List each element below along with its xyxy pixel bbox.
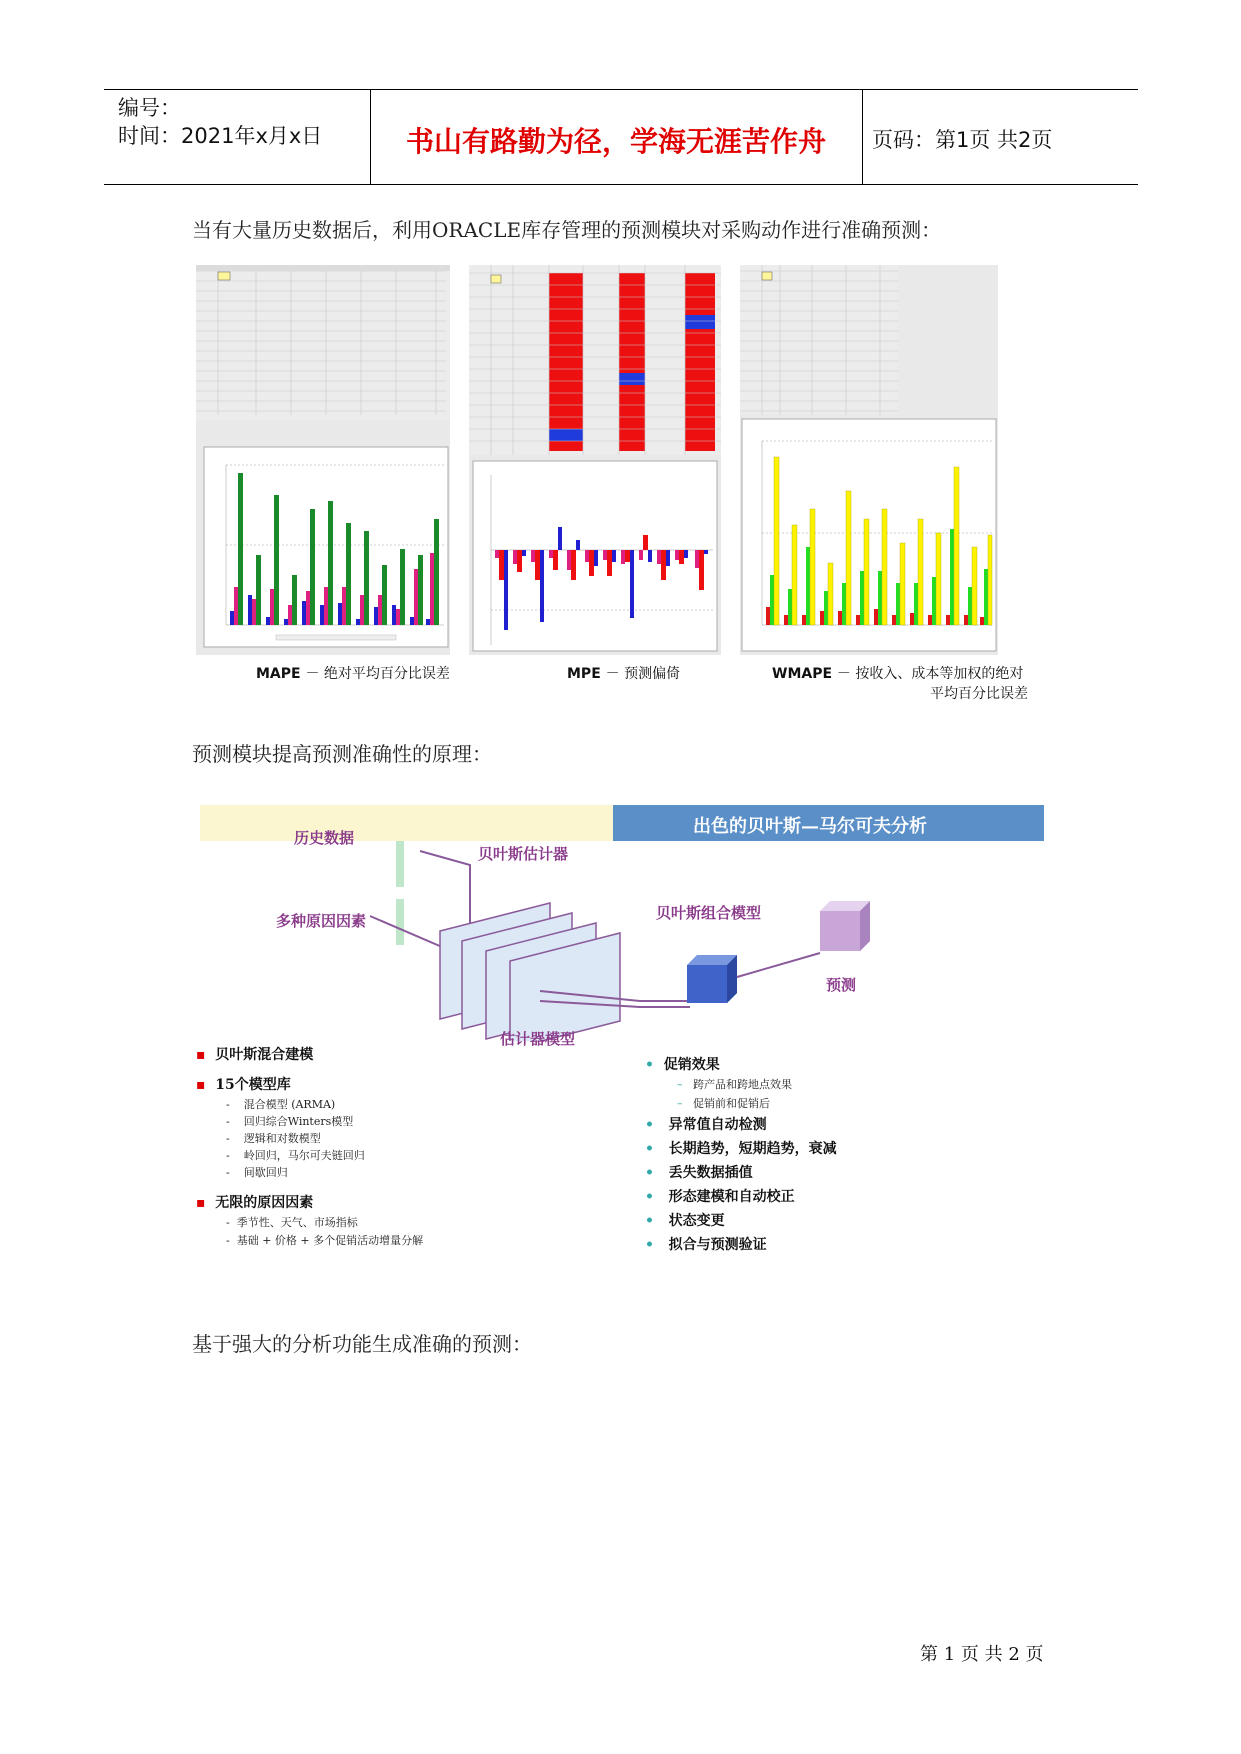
- left-item-2-sub: - 逻辑和对数模型: [226, 1132, 321, 1145]
- label-estimator-model: 估计器模型: [500, 1030, 576, 1048]
- wmape-figure: [740, 265, 998, 655]
- motto: 书山有路勤为径，学海无涯苦作舟: [405, 125, 826, 158]
- left-item-2-sub: - 混合模型 (ARMA): [226, 1098, 336, 1111]
- mape-title: MAPE: [256, 666, 301, 682]
- wmape-title: WMAPE: [772, 666, 833, 682]
- mape-screenshot: [196, 265, 450, 655]
- right-item: • 长期趋势，短期趋势，衰减: [645, 1141, 837, 1157]
- page-footer: 第 1 页 共 2 页: [920, 1644, 1044, 1665]
- left-item-2-sub: - 间歇回归: [226, 1166, 288, 1179]
- mape-figure: [196, 265, 450, 655]
- left-item-2-sub: - 回归综合Winters模型: [226, 1115, 354, 1128]
- banner-left: [200, 805, 613, 841]
- left-item-3: ▪ 无限的原因因素: [196, 1195, 314, 1211]
- wmape-screenshot: [740, 265, 998, 655]
- left-item-2-sub: - 岭回归，马尔可夫链回归: [226, 1149, 365, 1162]
- left-item-1: ▪ 贝叶斯混合建模: [196, 1047, 314, 1063]
- mpe-screenshot: [469, 265, 721, 655]
- wmape-desc: － 按收入、成本等加权的绝对: [836, 666, 1024, 682]
- mape-caption: [256, 663, 450, 683]
- header-left-cell: [104, 90, 371, 184]
- label-multi-factor: 多种原因因素: [276, 912, 367, 930]
- right-item: • 形态建模和自动校正: [645, 1189, 795, 1205]
- banner-right: [613, 805, 1044, 841]
- left-item-3-sub: - 季节性、天气、市场指标: [226, 1216, 358, 1229]
- header-right-cell: [862, 90, 1138, 184]
- mpe-desc: － 预测偏倚: [605, 666, 681, 682]
- label-history: 历史数据: [294, 829, 355, 847]
- wmape-caption-2: [930, 683, 1028, 703]
- mpe-title: MPE: [567, 666, 601, 682]
- bayes-diagram: [200, 841, 1044, 1041]
- mape-desc: － 绝对平均百分比误差: [305, 666, 450, 682]
- right-item: • 拟合与预测验证: [645, 1237, 767, 1253]
- mpe-caption: [567, 663, 680, 683]
- right-item: • 丢失数据插值: [645, 1165, 753, 1181]
- wmape-desc-2: 平均百分比误差: [930, 686, 1028, 702]
- label-forecast: 预测: [826, 976, 857, 994]
- right-item-1-sub: – 促销前和促销后: [677, 1097, 770, 1110]
- time-label: 时间：2021年x月x日: [118, 124, 323, 148]
- closing-text: 基于强大的分析功能生成准确的预测：: [192, 1332, 532, 1356]
- number-label: 编号：: [118, 96, 181, 120]
- principle-text: 预测模块提高预测准确性的原理：: [192, 742, 492, 766]
- label-bayes-estimator: 贝叶斯估计器: [478, 845, 569, 863]
- left-item-2: ▪ 15个模型库: [196, 1077, 291, 1093]
- right-item-1-sub: – 跨产品和跨地点效果: [677, 1078, 792, 1091]
- banner-title: 出色的贝叶斯—马尔可夫分析: [693, 816, 927, 837]
- right-item: • 状态变更: [645, 1213, 725, 1229]
- intro-text: 当有大量历史数据后，利用ORACLE库存管理的预测模块对采购动作进行准确预测：: [192, 218, 942, 242]
- left-item-3-sub: - 基础 + 价格 + 多个促销活动增量分解: [226, 1234, 424, 1247]
- page-label: 页码：第1页 共2页: [872, 128, 1053, 152]
- mpe-figure: [469, 265, 721, 655]
- right-item: • 异常值自动检测: [645, 1117, 767, 1133]
- wmape-caption: [772, 663, 1023, 683]
- header-motto-cell: [370, 90, 863, 184]
- document-header: [104, 89, 1138, 185]
- right-item-1: • 促销效果: [645, 1057, 720, 1073]
- label-bayes-combo: 贝叶斯组合模型: [656, 904, 762, 922]
